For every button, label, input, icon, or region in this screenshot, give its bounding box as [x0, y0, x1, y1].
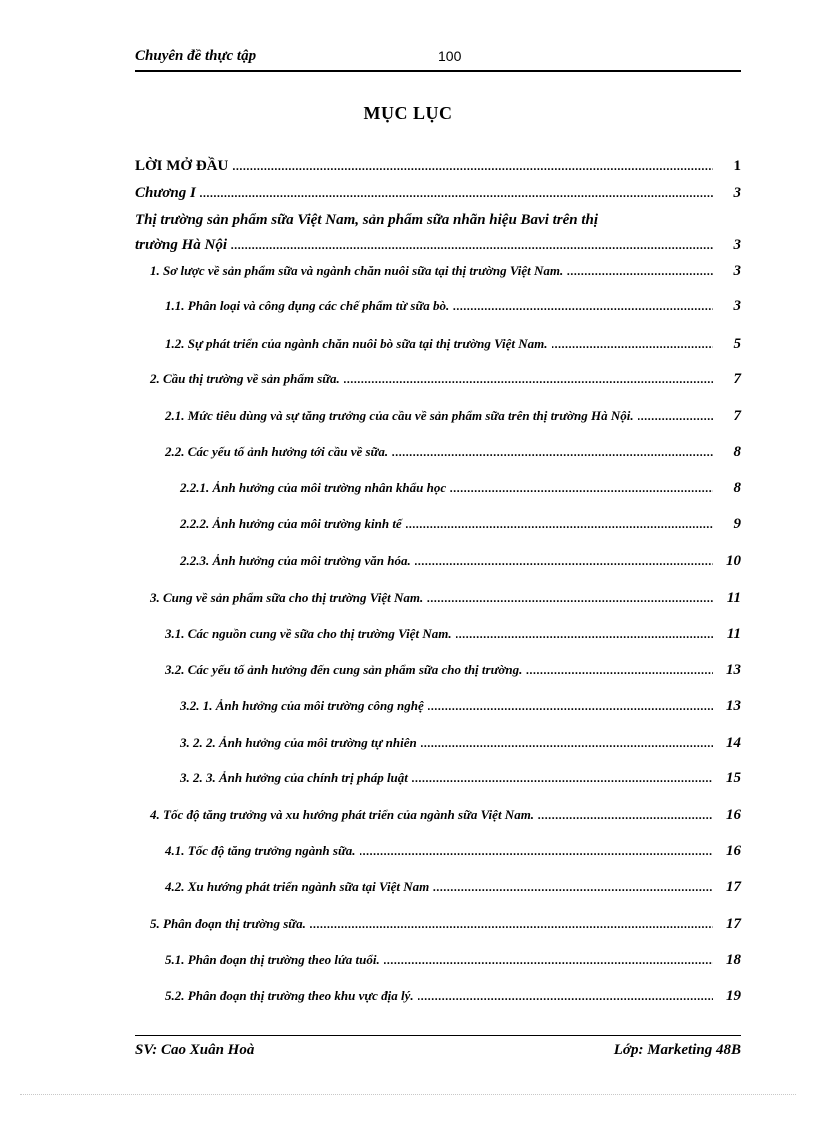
toc-entry-label: 5. Phân đoạn thị trường sữa.: [150, 916, 306, 931]
toc-entry-label: 3. 2. 2. Ảnh hưởng của môi trường tự nhiên: [180, 735, 417, 750]
toc-entry-page: 10: [726, 553, 741, 569]
toc-entry-label: 3. 2. 3. Ảnh hưởng của chính trị pháp luật: [180, 770, 408, 785]
toc-entry[interactable]: [135, 185, 741, 202]
toc-entry[interactable]: [165, 336, 741, 353]
toc-entry-label: 4.1. Tốc độ tăng trưởng ngành sữa.: [165, 843, 356, 858]
toc-entry-label: 4. Tốc độ tăng trưởng và xu hướng phát triển của ngành sữa Việt Nam.: [150, 807, 535, 822]
toc-entry-label: 3. Cung về sản phẩm sữa cho thị trường Việt Nam.: [150, 590, 424, 605]
toc-entry-page: 11: [726, 626, 741, 642]
toc-entry-page: 16: [726, 807, 741, 823]
toc-entry[interactable]: [165, 843, 741, 860]
page-bottom-divider: [20, 1094, 796, 1095]
footer-class: Lớp: Marketing 48B: [613, 1042, 741, 1058]
toc-entry[interactable]: [165, 988, 741, 1005]
toc-entry-page: 7: [733, 371, 741, 387]
toc-entry-page: 13: [726, 662, 741, 678]
toc-entry-label: 3.2. Các yếu tố ảnh hưởng đến cung sản phẩm sữa cho thị trường.: [165, 662, 523, 677]
toc-entry[interactable]: [165, 879, 741, 896]
toc-entry-page: 11: [726, 590, 741, 606]
toc-entry-page: 3: [733, 298, 741, 314]
toc-entry[interactable]: [135, 237, 741, 254]
toc-entry-page: 15: [726, 770, 741, 786]
toc-entry-page: 8: [733, 444, 741, 460]
toc-entry[interactable]: [165, 952, 741, 969]
toc-entry-page: 3: [733, 237, 741, 253]
toc-entry-label: 3.2. 1. Ảnh hưởng của môi trường công nghệ: [180, 698, 424, 713]
toc-entry-label: 2. Cầu thị trường về sản phẩm sữa.: [150, 371, 340, 386]
header-title: Chuyên đề thực tập: [135, 48, 257, 64]
toc-entry-label: LỜI MỞ ĐẦU: [135, 158, 229, 174]
toc-entry[interactable]: [150, 916, 741, 933]
toc-entry[interactable]: [180, 735, 741, 752]
toc-entry[interactable]: [150, 590, 741, 607]
toc-entry[interactable]: [180, 480, 741, 497]
toc-entry-label: 2.1. Mức tiêu dùng và sự tăng trưởng của cầu về sản phẩm sữa trên thị trường Hà Nội.: [165, 408, 634, 423]
toc-entry-page: 13: [726, 698, 741, 714]
toc-entry-page: 16: [726, 843, 741, 859]
toc-entry-page: 1: [733, 158, 741, 174]
toc-entry-label: 1.1. Phân loại và công dụng các chế phẩm từ sữa bò.: [165, 298, 450, 313]
toc-entry[interactable]: [165, 626, 741, 643]
toc-entry-page: 9: [733, 516, 741, 532]
toc-entry-page: 5: [733, 336, 741, 352]
toc-entry[interactable]: [150, 807, 741, 824]
toc-entry-label: 3.1. Các nguồn cung về sữa cho thị trường Việt Nam.: [165, 626, 452, 641]
toc-entry-label: 1.2. Sự phát triển của ngành chăn nuôi bò sữa tại thị trường Việt Nam.: [165, 336, 548, 351]
toc-entry[interactable]: [165, 662, 741, 679]
toc-entry[interactable]: [180, 553, 741, 570]
toc-entry[interactable]: [165, 298, 741, 315]
toc-entry-page: 8: [733, 480, 741, 496]
document-title: MỤC LỤC: [363, 103, 453, 123]
toc-entry-page: 17: [726, 879, 741, 895]
footer-student: SV: Cao Xuân Hoà: [135, 1042, 255, 1058]
toc-entry[interactable]: [150, 263, 741, 280]
page-footer: [135, 1035, 741, 1066]
page-header: [135, 44, 741, 72]
toc-entry-label: 2.2.1. Ảnh hưởng của môi trường nhân khẩu học: [180, 480, 447, 495]
toc-entry-page: 14: [726, 735, 741, 751]
toc-entry[interactable]: [150, 371, 741, 388]
toc-entry-label: 5.2. Phân đoạn thị trường theo khu vực địa lý.: [165, 988, 414, 1003]
toc-entry-label: 2.2. Các yếu tố ảnh hưởng tới cầu về sữa.: [165, 444, 389, 459]
toc-entry-label: 4.2. Xu hướng phát triển ngành sữa tại Việt Nam: [165, 879, 430, 894]
toc-entry-label: trường Hà Nội: [135, 237, 228, 253]
toc-entry[interactable]: [165, 408, 741, 425]
toc-entry-label: 1. Sơ lược về sản phẩm sữa và ngành chăn nuôi sữa tại thị trường Việt Nam.: [150, 263, 564, 278]
toc-entry[interactable]: [180, 770, 741, 787]
toc-entry[interactable]: [135, 158, 741, 175]
toc-entry[interactable]: [180, 698, 741, 715]
toc-entry-page: 19: [726, 988, 741, 1004]
toc-entry-page: 18: [726, 952, 741, 968]
toc-entry[interactable]: [165, 444, 741, 461]
toc-entry-label: 2.2.2. Ảnh hưởng của môi trường kinh tế: [180, 516, 402, 531]
toc-entry-label: Chương I: [135, 185, 196, 201]
toc-entry-first-line: Thị trường sản phẩm sữa Việt Nam, sản phẩm sữa nhãn hiệu Bavi trên thị: [135, 212, 599, 228]
toc-entry-label: 5.1. Phân đoạn thị trường theo lứa tuổi.: [165, 952, 380, 967]
toc-entry-page: 7: [733, 408, 741, 424]
toc-entry-label: 2.2.3. Ảnh hưởng của môi trường văn hóa.: [180, 553, 411, 568]
toc-entry[interactable]: [180, 516, 741, 533]
toc-entry-page: 3: [733, 263, 741, 279]
toc-entry-page: 17: [726, 916, 741, 932]
header-page-number: 100: [438, 48, 462, 64]
toc-entry-page: 3: [733, 185, 741, 201]
